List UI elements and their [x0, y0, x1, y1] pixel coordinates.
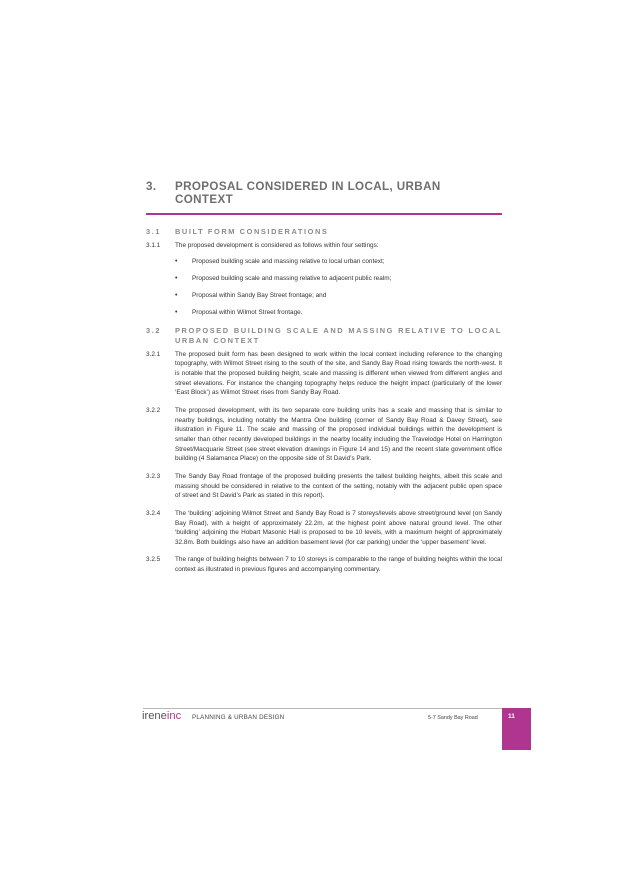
section-title: BUILT FORM CONSIDERATIONS [175, 227, 329, 236]
list-item: • Proposal within Sandy Bay Street frontage; and [192, 291, 502, 300]
company-tagline: PLANNING & URBAN DESIGN [192, 714, 285, 721]
logo-part-irene: irene [142, 710, 167, 722]
paragraph-text: The Sandy Bay Road frontage of the proposed building presents the tallest building heights, albeit this scale and massing should be considered in relative to the context of the setting, notably with the adjacent public open space of street and St David’s Park as stated in this report). [175, 472, 502, 500]
paragraph-text: The proposed development is considered as follows within four settings: [175, 242, 379, 249]
logo-part-inc: inc [166, 710, 182, 722]
section-number: 3.2 [146, 325, 162, 335]
paragraph-number: 3.2.1 [146, 350, 161, 358]
section-title: PROPOSED BUILDING SCALE AND MASSING RELATIVE TO LOCAL URBAN CONTEXT [175, 325, 502, 345]
paragraph-3-1-1 [146, 241, 502, 251]
page-number-tab [502, 708, 531, 750]
chapter-content [146, 180, 502, 575]
paragraph-number: 3.2.4 [146, 509, 161, 517]
chapter-number: 3. [146, 180, 157, 193]
footer-divider [143, 708, 503, 709]
paragraph-3-2-1 [146, 350, 502, 398]
paragraph-3-2-5 [146, 555, 502, 574]
page-number: 11 [508, 713, 515, 720]
footer-project-name: 5-7 Sandy Bay Road [428, 715, 478, 721]
list-item: • Proposed building scale and massing relative to adjacent public realm; [192, 274, 502, 283]
paragraph-3-2-3 [146, 472, 502, 501]
paragraph-number: 3.2.5 [146, 556, 161, 564]
paragraph-text: The range of building heights between 7 to 10 storeys is comparable to the range of building heights within the local context as illustrated in previous figures and accompanying commentary. [175, 556, 502, 574]
settings-list [146, 257, 502, 317]
paragraph-number: 3.2.3 [146, 472, 161, 480]
chapter-heading [146, 180, 502, 215]
section-heading-3-1 [146, 227, 502, 237]
paragraph-text: The proposed built form has been designed to work within the local context including reference to the changing topography, with Wilmot Street rising to the south of the site, and Sandy Bay Road rising towards the north-west. It is notable that the proposed building height, scale and massing is different when viewed from different angles and street elevations. For instance the changing topography helps reduce the height impact (particularly of the lower ‘East Block’) as Wilmot Street rises from Sandy Bay Road. [175, 350, 502, 397]
paragraph-3-2-4 [146, 509, 502, 548]
list-item: • Proposed building scale and massing relative to local urban context; [192, 257, 502, 266]
section-number: 3.1 [146, 227, 162, 236]
chapter-title: PROPOSAL CONSIDERED IN LOCAL, URBAN CONTEXT [174, 180, 441, 206]
list-item: • Proposal within Wilmot Street frontage. [192, 308, 502, 317]
paragraph-text: The proposed development, with its two separate core building units has a scale and massing that is similar to nearby buildings, including notably the Mantra One building (corner of Sandy Bay Road & Davey Street), see illustration in Figure 11. The scale and massing of the proposed individual buildings within the development is smaller than other recently developed buildings in the nearby locality including the Travelodge Hotel on Harrington Street/Macquarie Street (see street elevation drawings in Figure 14 and 15) and the recent state government office building (4 Salamanca Place) on the opposite side of St David’s Park. [175, 406, 502, 463]
company-logo [142, 710, 181, 722]
paragraph-number: 3.2.2 [146, 406, 161, 414]
paragraph-text: The ‘building’ adjoining Wilmot Street and Sandy Bay Road is 7 storeys/levels above street/ground level (on Sandy Bay Road), with a height of approximately 22.2m, at the highest point above natural ground level. The other ‘building’ adjoining the Hobart Masonic Hall is proposed to be 10 levels, with a maximum height of approximately 32.8m. Both buildings also have an addition basement level (for car parking) under the ‘upper basement’ level. [175, 509, 502, 546]
paragraph-3-2-2 [146, 406, 502, 464]
paragraph-number: 3.1.1 [146, 242, 161, 249]
section-heading-3-2 [146, 326, 502, 346]
